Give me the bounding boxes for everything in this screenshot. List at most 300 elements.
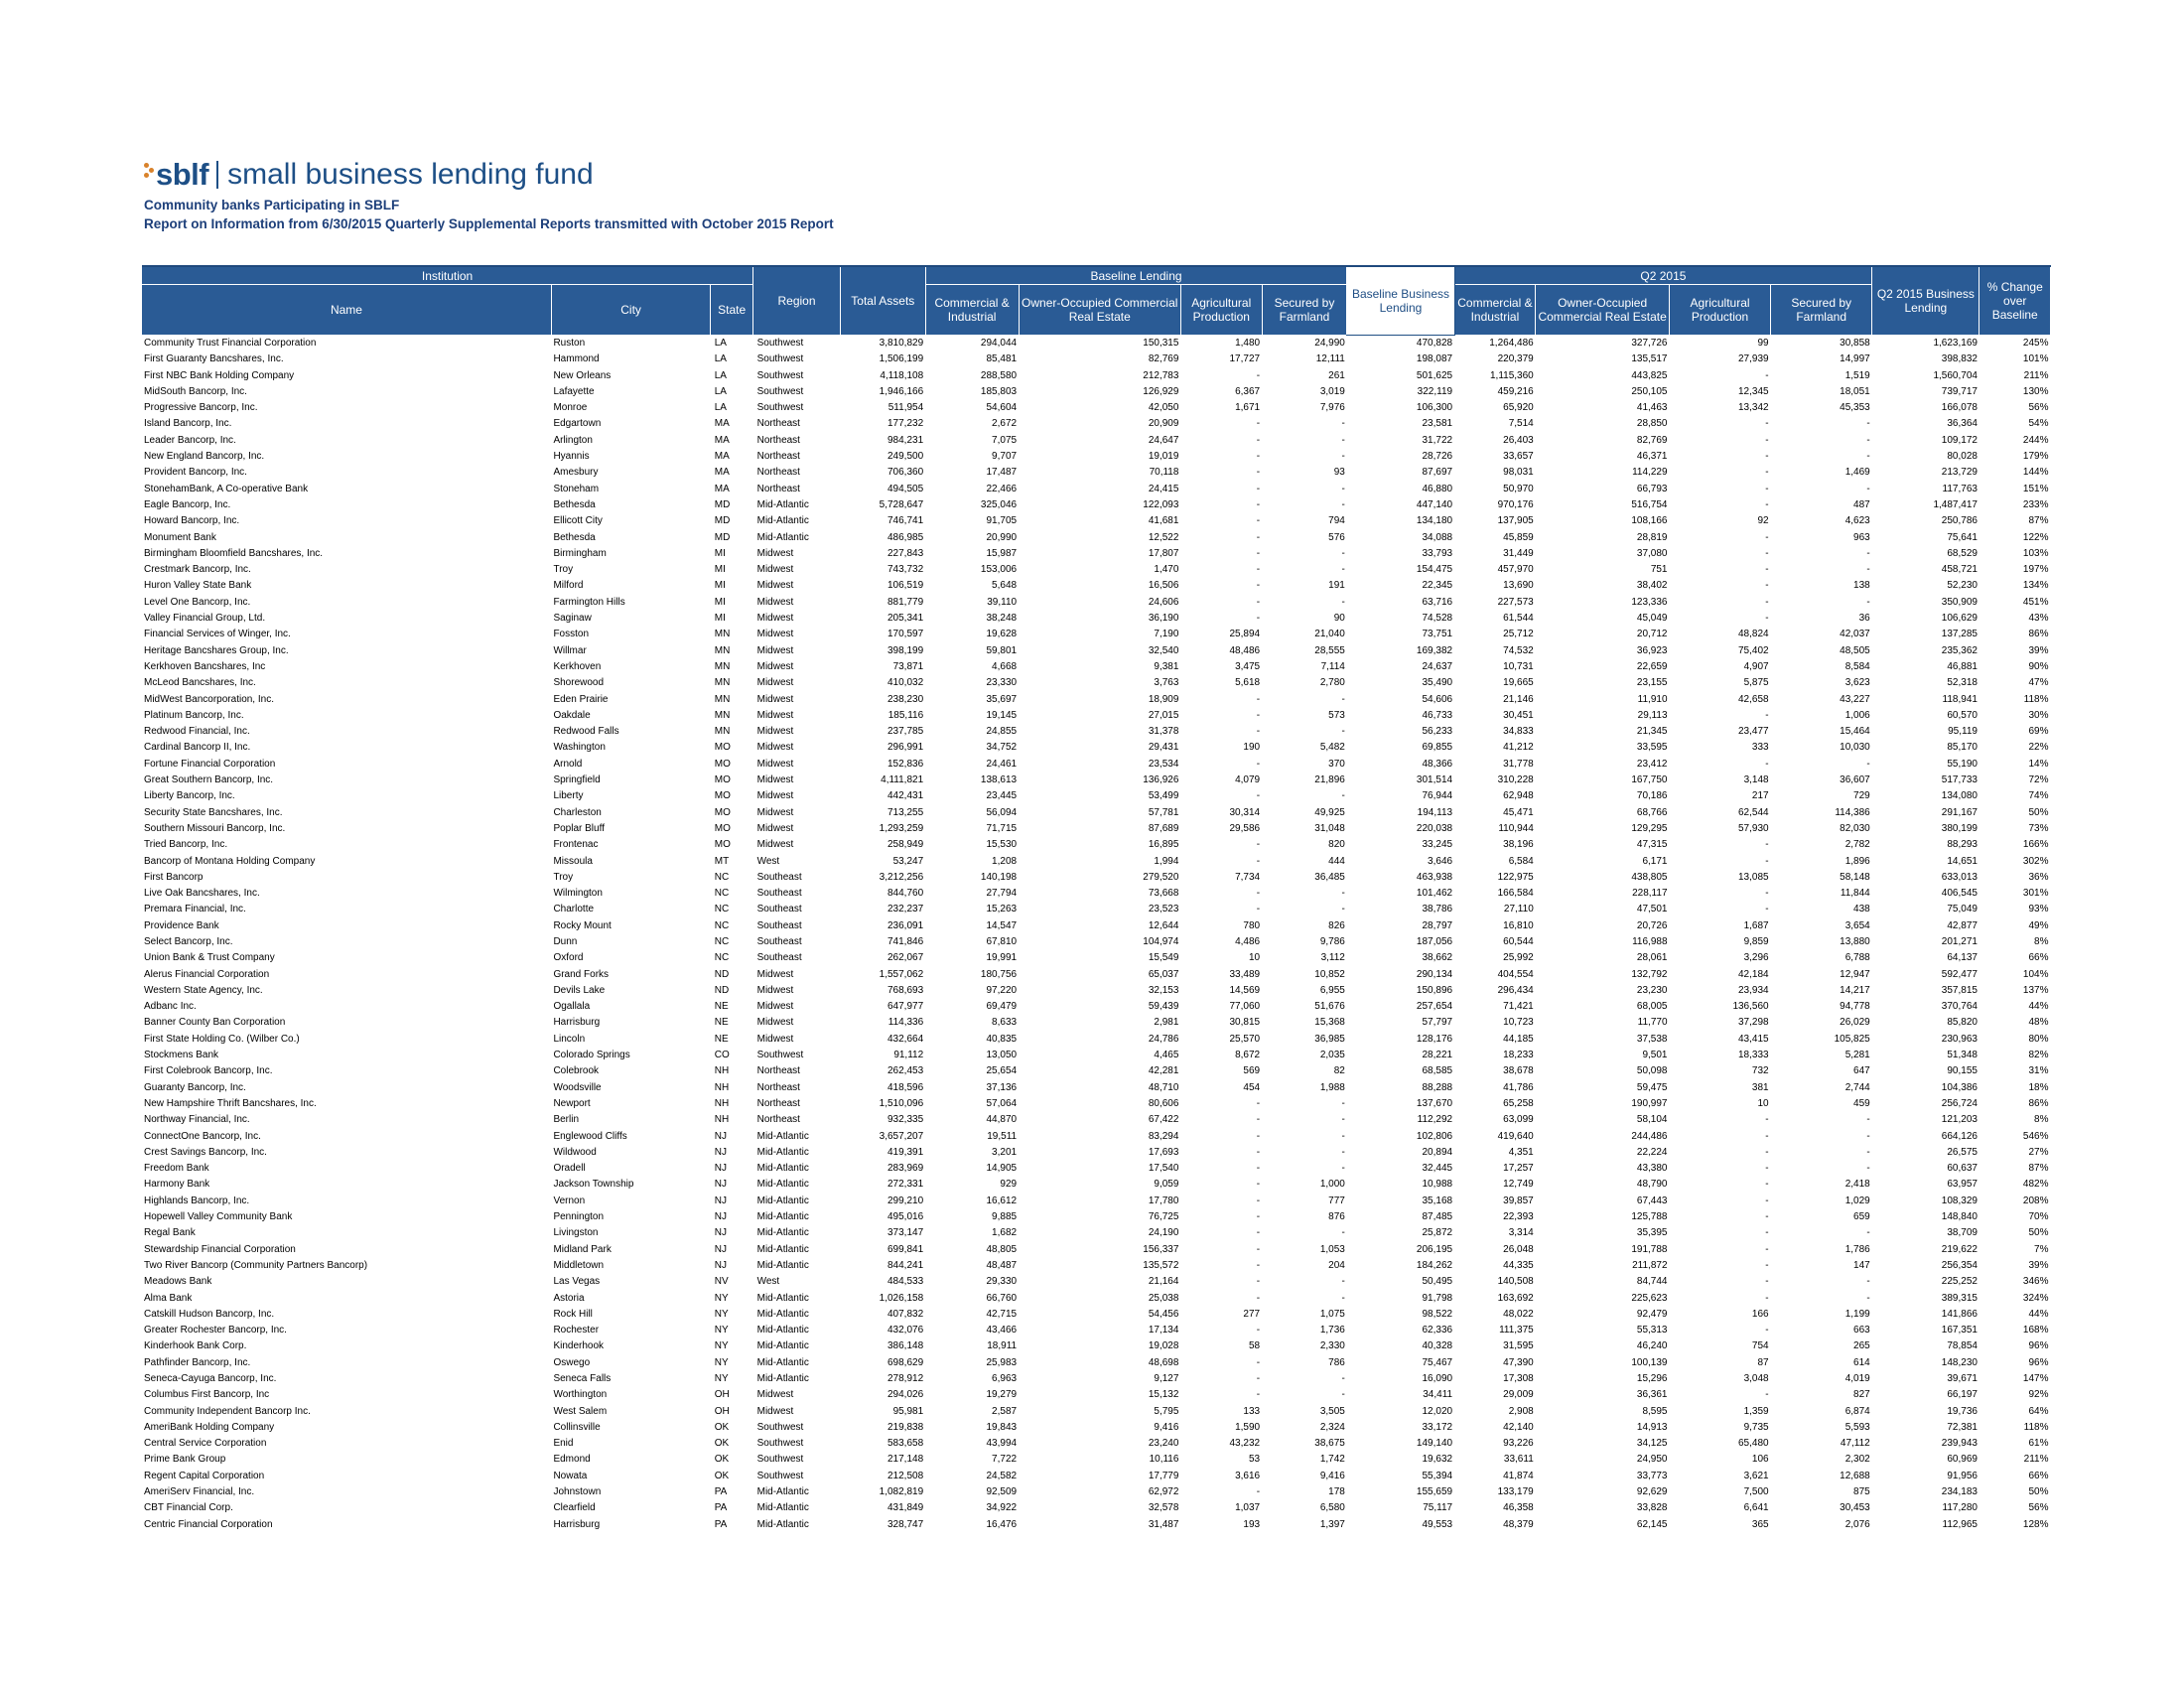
cell-city: Missoula <box>553 855 593 867</box>
cell-base-ci: 40,835 <box>986 1033 1018 1045</box>
cell-base-total: 87,485 <box>1422 1211 1453 1223</box>
cell-base-total: 102,806 <box>1416 1130 1453 1142</box>
cell-city: Dunn <box>553 935 578 947</box>
table-row <box>142 611 2051 627</box>
cell-q2-oo: 228,117 <box>1632 888 1668 900</box>
cell-q2-ag: 166 <box>1751 1308 1769 1320</box>
cell-base-farm: 6,955 <box>1319 984 1345 996</box>
cell-base-ci: 4,668 <box>992 660 1018 672</box>
table-row <box>142 675 2051 691</box>
cell-q2-ag: 365 <box>1751 1518 1769 1530</box>
cell-q2-total: 52,318 <box>1947 677 1978 689</box>
table-row <box>142 999 2051 1015</box>
cell-region: Midwest <box>756 547 794 559</box>
table-row <box>142 773 2051 788</box>
table-row <box>142 1420 2051 1436</box>
cell-total-assets: 419,391 <box>887 1146 924 1158</box>
cell-city: Englewood Cliffs <box>553 1130 627 1142</box>
table-row <box>142 918 2051 934</box>
cell-base-total: 187,056 <box>1416 935 1453 947</box>
cell-q2-oo: 38,402 <box>1636 580 1668 592</box>
cell-base-total: 501,625 <box>1416 369 1453 381</box>
cell-q2-ag: 42,658 <box>1738 693 1769 705</box>
cell-total-assets: 272,331 <box>887 1179 924 1191</box>
cell-q2-ag: 65,480 <box>1738 1438 1769 1450</box>
cell-base-oo: 17,134 <box>1148 1325 1179 1336</box>
cell-q2-oo: 66,793 <box>1636 483 1668 494</box>
cell-base-total: 301,514 <box>1416 774 1453 786</box>
cell-q2-ci: 29,009 <box>1503 1389 1534 1401</box>
report-title: Community banks Participating in SBLF <box>144 198 400 212</box>
table-row <box>142 724 2051 740</box>
cell-city: Washington <box>553 742 606 754</box>
cell-base-farm: 1,742 <box>1319 1454 1345 1466</box>
cell-base-farm: - <box>1341 1276 1345 1288</box>
cell-base-ci: 34,752 <box>986 742 1018 754</box>
cell-q2-farm: 36 <box>1858 613 1870 625</box>
cell-pct-change: 122% <box>2022 531 2049 543</box>
cell-city: New Orleans <box>553 369 612 381</box>
cell-base-total: 25,872 <box>1422 1227 1453 1239</box>
cell-base-farm: 21,040 <box>1314 629 1345 640</box>
cell-base-oo: 73,668 <box>1148 888 1179 900</box>
cell-q2-farm: 82,030 <box>1840 822 1870 834</box>
cell-base-farm: 7,114 <box>1320 660 1345 672</box>
cell-base-oo: 76,725 <box>1148 1211 1179 1223</box>
cell-base-ci: 7,722 <box>992 1454 1018 1466</box>
cell-city: Milford <box>553 580 584 592</box>
cell-city: Redwood Falls <box>553 726 619 738</box>
cell-base-farm: - <box>1341 726 1345 738</box>
logo-abbr: sblf <box>156 157 209 192</box>
cell-q2-ci: 25,992 <box>1503 952 1534 964</box>
cell-base-ag: 25,894 <box>1229 629 1261 640</box>
cell-state: OH <box>714 1405 730 1417</box>
cell-q2-ag: - <box>1765 596 1769 608</box>
cell-base-ag: 4,486 <box>1235 935 1261 947</box>
cell-base-ag: - <box>1256 839 1261 851</box>
cell-q2-farm: 14,217 <box>1840 984 1870 996</box>
cell-q2-ag: - <box>1765 1195 1769 1206</box>
cell-q2-ci: 39,857 <box>1503 1195 1534 1206</box>
cell-state: MO <box>714 774 731 786</box>
cell-name: StonehamBank, A Co-operative Bank <box>144 483 309 494</box>
cell-base-farm: 191 <box>1328 580 1345 592</box>
cell-q2-oo: 50,098 <box>1636 1065 1668 1077</box>
cell-q2-farm: - <box>1866 483 1870 494</box>
cell-q2-total: 118,941 <box>1942 693 1978 705</box>
cell-q2-oo: 92,629 <box>1636 1486 1668 1498</box>
cell-region: Northeast <box>756 434 800 446</box>
cell-base-ag: 14,569 <box>1229 984 1261 996</box>
cell-city: West Salem <box>553 1405 608 1417</box>
cell-pct-change: 118% <box>2023 693 2049 705</box>
cell-q2-total: 36,364 <box>1947 418 1978 430</box>
cell-base-ci: 9,885 <box>992 1211 1018 1223</box>
cell-q2-farm: - <box>1866 1146 1870 1158</box>
cell-base-total: 150,896 <box>1416 984 1453 996</box>
cell-base-ci: 27,794 <box>986 888 1018 900</box>
cell-city: Wilmington <box>553 888 603 900</box>
cell-base-total: 19,632 <box>1422 1454 1453 1466</box>
cell-pct-change: 27% <box>2028 1146 2049 1158</box>
cell-q2-oo: 46,240 <box>1636 1340 1668 1352</box>
cell-base-ci: 7,075 <box>992 434 1018 446</box>
cell-city: Nowata <box>553 1470 588 1481</box>
table-row <box>142 1258 2051 1274</box>
cell-base-ag: 133 <box>1243 1405 1261 1417</box>
cell-base-total: 38,662 <box>1422 952 1453 964</box>
cell-q2-ag: 4,907 <box>1743 660 1769 672</box>
cell-q2-farm: 105,825 <box>1834 1033 1870 1045</box>
cell-q2-oo: 100,139 <box>1631 1356 1668 1368</box>
cell-q2-farm: 1,519 <box>1844 369 1870 381</box>
cell-base-ci: 180,756 <box>980 968 1018 980</box>
cell-city: Las Vegas <box>553 1276 601 1288</box>
cell-total-assets: 5,728,647 <box>879 498 924 510</box>
cell-q2-ag: - <box>1765 1146 1769 1158</box>
cell-q2-oo: 82,769 <box>1636 434 1668 446</box>
table-row <box>142 1242 2051 1258</box>
cell-q2-total: 739,717 <box>1941 385 1978 397</box>
cell-base-ci: 15,987 <box>986 547 1018 559</box>
cell-base-total: 74,528 <box>1422 613 1453 625</box>
cell-q2-farm: 43,227 <box>1840 693 1870 705</box>
table-row <box>142 1404 2051 1420</box>
cell-q2-farm: 42,037 <box>1840 629 1870 640</box>
cell-q2-farm: 647 <box>1853 1065 1870 1077</box>
table-row <box>142 643 2051 659</box>
cell-q2-farm: - <box>1866 1114 1870 1126</box>
cell-q2-oo: 11,910 <box>1637 693 1668 705</box>
cell-city: Troy <box>553 871 574 883</box>
cell-q2-oo: 108,166 <box>1631 515 1668 527</box>
cell-q2-farm: - <box>1866 1292 1870 1304</box>
cell-city: Astoria <box>553 1292 585 1304</box>
cell-q2-oo: 37,080 <box>1636 547 1668 559</box>
cell-q2-total: 148,230 <box>1941 1356 1978 1368</box>
cell-base-total: 463,938 <box>1416 871 1453 883</box>
cell-name: Monument Bank <box>144 531 216 543</box>
cell-total-assets: 4,111,821 <box>881 774 924 786</box>
cell-region: Northeast <box>756 483 800 494</box>
cell-city: Saginaw <box>553 613 592 625</box>
cell-base-total: 57,797 <box>1422 1017 1453 1029</box>
cell-q2-ci: 110,944 <box>1498 822 1534 834</box>
cell-city: Newport <box>553 1097 591 1109</box>
cell-pct-change: 70% <box>2028 1211 2049 1223</box>
cell-name: Meadows Bank <box>144 1276 212 1288</box>
cell-q2-ci: 3,314 <box>1508 1227 1534 1239</box>
table-row <box>142 627 2051 642</box>
cell-region: Midwest <box>756 1001 794 1013</box>
cell-region: Mid-Atlantic <box>756 498 809 510</box>
cell-base-total: 46,733 <box>1422 709 1453 721</box>
cell-city: Middletown <box>553 1259 605 1271</box>
cell-q2-oo: 23,230 <box>1636 984 1668 996</box>
cell-base-ag: 25,570 <box>1229 1033 1261 1045</box>
cell-base-farm: 28,555 <box>1314 644 1345 656</box>
cell-base-ci: 23,445 <box>986 790 1018 802</box>
cell-base-ci: 71,715 <box>986 822 1018 834</box>
cell-name: Crest Savings Bancorp, Inc. <box>144 1146 267 1158</box>
cell-q2-oo: 35,395 <box>1636 1227 1668 1239</box>
cell-region: Mid-Atlantic <box>756 1195 809 1206</box>
cell-q2-total: 60,637 <box>1947 1163 1978 1175</box>
cell-pct-change: 86% <box>2028 629 2049 640</box>
cell-city: Lafayette <box>553 385 595 397</box>
cell-state: MI <box>714 564 726 576</box>
cell-city: Harrisburg <box>553 1017 601 1029</box>
cell-q2-ag: 13,085 <box>1738 871 1769 883</box>
cell-q2-ag: - <box>1765 758 1769 770</box>
cell-base-ci: 25,654 <box>986 1065 1018 1077</box>
cell-base-total: 198,087 <box>1416 353 1453 365</box>
cell-base-ci: 1,682 <box>992 1227 1018 1239</box>
cell-q2-oo: 14,913 <box>1636 1421 1668 1433</box>
cell-base-ag: 1,671 <box>1235 402 1261 414</box>
table-row <box>142 870 2051 886</box>
cell-q2-oo: 68,766 <box>1636 806 1668 818</box>
cell-q2-total: 380,199 <box>1941 822 1978 834</box>
cell-base-ag: 58 <box>1248 1340 1261 1352</box>
cell-q2-total: 370,764 <box>1941 1001 1978 1013</box>
cell-pct-change: 48% <box>2028 1017 2049 1029</box>
cell-base-ci: 38,248 <box>986 613 1018 625</box>
cell-name: First State Holding Co. (Wilber Co.) <box>144 1033 300 1045</box>
cell-state: PA <box>714 1486 728 1498</box>
table-row <box>142 659 2051 675</box>
cell-base-ag: - <box>1256 904 1261 915</box>
cell-pct-change: 61% <box>2028 1438 2049 1450</box>
cell-q2-farm: 265 <box>1853 1340 1870 1352</box>
cell-name: New England Bancorp, Inc. <box>144 451 265 463</box>
cell-base-total: 20,894 <box>1422 1146 1453 1158</box>
cell-base-total: 33,245 <box>1422 839 1453 851</box>
cell-region: Midwest <box>756 790 794 802</box>
cell-base-oo: 156,337 <box>1143 1243 1179 1255</box>
cell-region: Midwest <box>756 709 794 721</box>
cell-region: Midwest <box>756 677 794 689</box>
cell-region: Midwest <box>756 742 794 754</box>
cell-q2-farm: 147 <box>1853 1259 1870 1271</box>
cell-pct-change: 144% <box>2022 467 2049 479</box>
cell-pct-change: 96% <box>2028 1356 2049 1368</box>
cell-base-ag: - <box>1256 434 1261 446</box>
cell-total-assets: 511,954 <box>887 402 924 414</box>
cell-base-oo: 16,895 <box>1148 839 1179 851</box>
cell-region: Southeast <box>756 935 802 947</box>
cell-base-oo: 18,909 <box>1148 693 1179 705</box>
cell-total-assets: 713,255 <box>887 806 924 818</box>
cell-pct-change: 66% <box>2028 1470 2049 1481</box>
report-subtitle: Report on Information from 6/30/2015 Quarterly Supplemental Reports transmitted with October 2015 Report <box>144 216 834 231</box>
cell-q2-ag: - <box>1765 855 1769 867</box>
cell-pct-change: 245% <box>2022 338 2049 349</box>
cell-name: Security State Bancshares, Inc. <box>144 806 283 818</box>
table-row <box>142 1484 2051 1500</box>
cell-base-total: 48,366 <box>1422 758 1453 770</box>
cell-name: Fortune Financial Corporation <box>144 758 276 770</box>
cell-q2-farm: - <box>1866 434 1870 446</box>
table-row <box>142 1355 2051 1371</box>
cell-base-farm: - <box>1341 1373 1345 1384</box>
cell-total-assets: 1,293,259 <box>879 822 924 834</box>
cell-base-total: 137,670 <box>1416 1097 1453 1109</box>
cell-name: Cardinal Bancorp II, Inc. <box>144 742 251 754</box>
cell-q2-farm: - <box>1866 1227 1870 1239</box>
cell-city: Hyannis <box>553 451 590 463</box>
cell-base-ci: 56,094 <box>986 806 1018 818</box>
cell-region: Mid-Atlantic <box>756 531 809 543</box>
cell-pct-change: 346% <box>2022 1276 2049 1288</box>
cell-q2-oo: 33,773 <box>1636 1470 1668 1481</box>
cell-base-ag: - <box>1256 1114 1261 1126</box>
cell-name: Stewardship Financial Corporation <box>144 1243 296 1255</box>
cell-city: Collinsville <box>553 1421 601 1433</box>
cell-base-farm: 36,985 <box>1314 1033 1345 1045</box>
cell-q2-ag: - <box>1765 564 1769 576</box>
cell-q2-total: 68,529 <box>1947 547 1978 559</box>
cell-base-farm: - <box>1341 483 1345 494</box>
cell-base-oo: 7,190 <box>1154 629 1179 640</box>
cell-region: Midwest <box>756 660 794 672</box>
table-row <box>142 578 2051 594</box>
cell-base-farm: - <box>1341 418 1345 430</box>
cell-q2-ci: 10,723 <box>1503 1017 1534 1029</box>
cell-state: NH <box>714 1081 730 1093</box>
cell-city: Colebrook <box>553 1065 600 1077</box>
cell-base-ag: - <box>1256 1486 1261 1498</box>
cell-q2-farm: 94,778 <box>1840 1001 1870 1013</box>
cell-state: MO <box>714 839 731 851</box>
cell-q2-ci: 34,833 <box>1503 726 1534 738</box>
cell-state: NY <box>714 1325 729 1336</box>
cell-pct-change: 44% <box>2028 1001 2049 1013</box>
cell-q2-ci: 47,390 <box>1503 1356 1534 1368</box>
cell-state: NH <box>714 1114 730 1126</box>
cell-q2-farm: 3,654 <box>1844 919 1870 931</box>
cell-region: Midwest <box>756 564 794 576</box>
table-row <box>142 837 2051 853</box>
cell-q2-ag: - <box>1765 498 1769 510</box>
cell-state: OK <box>714 1470 730 1481</box>
table-row <box>142 400 2051 416</box>
cell-city: Jackson Township <box>553 1179 634 1191</box>
cell-state: MA <box>714 434 730 446</box>
cell-name: Level One Bancorp, Inc. <box>144 596 251 608</box>
cell-base-farm: 261 <box>1328 369 1345 381</box>
cell-name: Heritage Bancshares Group, Inc. <box>144 644 289 656</box>
cell-total-assets: 91,112 <box>893 1050 924 1061</box>
cell-q2-oo: 167,750 <box>1631 774 1668 786</box>
cell-pct-change: 147% <box>2022 1373 2049 1384</box>
cell-base-farm: 36,485 <box>1314 871 1345 883</box>
cell-pct-change: 50% <box>2028 1227 2049 1239</box>
cell-q2-total: 46,881 <box>1947 660 1978 672</box>
cell-name: Freedom Bank <box>144 1163 209 1175</box>
cell-q2-oo: 46,371 <box>1636 451 1668 463</box>
cell-pct-change: 54% <box>2028 418 2049 430</box>
cell-base-total: 34,411 <box>1423 1389 1453 1401</box>
cell-q2-ci: 122,975 <box>1497 871 1534 883</box>
table-row <box>142 1063 2051 1079</box>
cell-base-ci: 57,064 <box>986 1097 1018 1109</box>
cell-total-assets: 237,785 <box>887 726 924 738</box>
cell-pct-change: 208% <box>2022 1195 2049 1206</box>
cell-q2-oo: 125,788 <box>1631 1211 1668 1223</box>
cell-city: Colorado Springs <box>553 1050 630 1061</box>
cell-q2-ag: 3,296 <box>1743 952 1769 964</box>
cell-base-ci: 20,990 <box>986 531 1018 543</box>
participants-table <box>142 267 2051 1533</box>
cell-pct-change: 482% <box>2022 1179 2049 1191</box>
cell-base-farm: - <box>1341 434 1345 446</box>
cell-base-farm: 15,368 <box>1314 1017 1345 1029</box>
cell-q2-ci: 98,031 <box>1503 467 1534 479</box>
cell-base-total: 106,300 <box>1416 402 1453 414</box>
cell-base-ag: - <box>1256 467 1261 479</box>
cell-state: MI <box>714 547 726 559</box>
cell-region: Midwest <box>756 839 794 851</box>
cell-base-oo: 15,549 <box>1148 952 1179 964</box>
table-row <box>142 1096 2051 1112</box>
cell-q2-farm: - <box>1866 451 1870 463</box>
table-row <box>142 336 2051 352</box>
cell-name: Centric Financial Corporation <box>144 1518 273 1530</box>
cell-base-oo: 12,644 <box>1148 919 1179 931</box>
cell-base-oo: 1,470 <box>1154 564 1179 576</box>
cell-base-oo: 65,037 <box>1148 968 1179 980</box>
cell-city: Oakdale <box>553 709 591 721</box>
cell-total-assets: 373,147 <box>887 1227 924 1239</box>
cell-q2-ag: 9,735 <box>1743 1421 1769 1433</box>
cell-city: Bethesda <box>553 498 596 510</box>
cell-state: PA <box>714 1502 728 1514</box>
cell-state: MO <box>714 806 731 818</box>
cell-base-total: 32,445 <box>1422 1163 1453 1175</box>
cell-q2-oo: 443,825 <box>1631 369 1668 381</box>
cell-q2-ag: 217 <box>1751 790 1769 802</box>
cell-base-farm: 49,925 <box>1314 806 1345 818</box>
cell-q2-ag: 57,930 <box>1738 822 1769 834</box>
cell-base-ag: 43,232 <box>1229 1438 1261 1450</box>
cell-q2-ci: 45,471 <box>1503 806 1534 818</box>
cell-q2-oo: 114,229 <box>1632 467 1668 479</box>
cell-q2-ci: 26,403 <box>1503 434 1534 446</box>
cell-base-ci: 19,279 <box>986 1389 1018 1401</box>
cell-q2-ag: - <box>1765 904 1769 915</box>
cell-name: First Colebrook Bancorp, Inc. <box>144 1065 273 1077</box>
cell-q2-ag: 6,641 <box>1743 1502 1769 1514</box>
cell-name: Seneca-Cayuga Bancorp, Inc. <box>144 1373 277 1384</box>
cell-city: Birmingham <box>553 547 607 559</box>
group-header-q2: Q2 2015 <box>1454 267 1872 285</box>
cell-base-total: 322,119 <box>1417 385 1453 397</box>
cell-base-ag: - <box>1256 1389 1261 1401</box>
cell-base-oo: 54,456 <box>1148 1308 1179 1320</box>
cell-pct-change: 8% <box>2034 1114 2049 1126</box>
cell-q2-farm: - <box>1866 1163 1870 1175</box>
cell-q2-ci: 17,257 <box>1503 1163 1534 1175</box>
cell-city: Rocky Mount <box>553 919 612 931</box>
cell-city: Ruston <box>553 338 586 349</box>
cell-region: Southwest <box>756 1421 804 1433</box>
cell-q2-total: 1,487,417 <box>1933 498 1978 510</box>
cell-base-oo: 42,050 <box>1148 402 1179 414</box>
col-header-q2-oo: Owner-Occupied Commercial Real Estate <box>1536 285 1670 336</box>
cell-state: MO <box>714 790 731 802</box>
